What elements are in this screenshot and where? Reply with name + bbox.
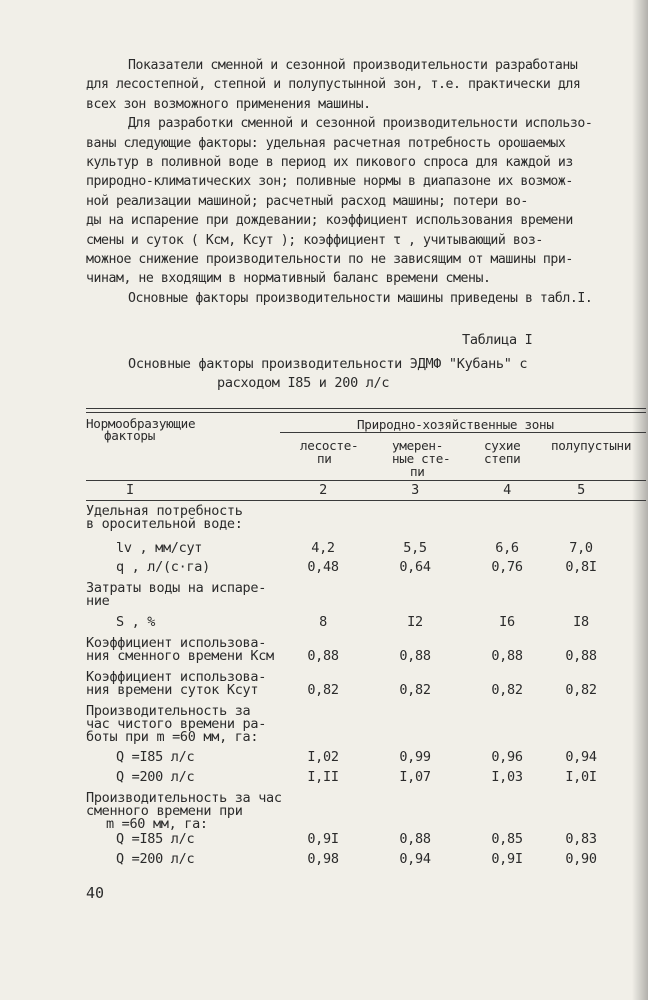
table-cell: 0,85	[491, 831, 523, 847]
table-cell: 0,83	[565, 831, 597, 847]
row-label: Затраты воды на испаре-	[86, 580, 267, 596]
body-text	[86, 58, 640, 310]
table-cell: 8	[319, 614, 327, 630]
table-caption-line-2: расходом I85 и 200 л/с	[217, 375, 390, 391]
col-number: I	[126, 482, 134, 498]
table-cell: 0,88	[399, 648, 431, 664]
table-top-rule	[86, 408, 646, 409]
table-cell: 0,82	[399, 682, 431, 698]
text-line: смены и суток ( Kсм, Kсут ); коэффициент τ , учитывающий воз-	[86, 232, 543, 248]
zone-header-moderate-steppe: пи	[410, 464, 425, 479]
table-top-rule-2	[86, 412, 646, 413]
text-line: чинам, не входящим в нормативный баланс времени смены.	[86, 271, 491, 287]
row-label: ние	[86, 593, 110, 609]
table-cell: I,0I	[565, 769, 597, 785]
table-header-rule	[86, 480, 646, 481]
row-label: ния сменного времени Kсм	[86, 648, 274, 664]
table-cell: 0,99	[399, 749, 431, 765]
table-cell: 0,98	[307, 851, 339, 867]
group-header: Природно-хозяйственные зоны	[357, 417, 554, 432]
row-label: Q =I85 л/с	[116, 749, 195, 765]
text-line: ной реализации машиной; расчетный расход машины; потери во-	[86, 193, 528, 209]
table-cell: 0,88	[565, 648, 597, 664]
table-cell: 0,88	[491, 648, 523, 664]
text-line: ваны следующие факторы: удельная расчетная потребность орошаемых	[86, 135, 566, 151]
text-line: Основные факторы производительности машины приведены в табл.I.	[128, 290, 593, 306]
row-label: lv , мм/сут	[116, 540, 203, 556]
col-header-factors-2: факторы	[104, 428, 155, 443]
table-cell: 0,82	[565, 682, 597, 698]
zone-header-forest-steppe: лесосте-	[300, 438, 359, 453]
zone-header-moderate-steppe: ные сте-	[392, 451, 451, 466]
row-label: m =60 мм, га:	[106, 816, 208, 832]
table-cell: 0,96	[491, 749, 523, 765]
zone-header-dry-steppe: сухие	[484, 438, 521, 453]
row-label: S , %	[116, 614, 156, 630]
zone-header-moderate-steppe: умерен-	[392, 438, 443, 453]
row-label: Удельная потребность	[86, 503, 243, 519]
table-cell: 0,94	[399, 851, 431, 867]
table-cell: I2	[407, 614, 423, 630]
table-cell: 7,0	[569, 540, 593, 556]
table-cell: 6,6	[495, 540, 519, 556]
table-cell: 0,82	[307, 682, 339, 698]
row-label: Коэффициент использова-	[86, 635, 267, 651]
row-label: q , л/(с·га)	[116, 559, 210, 575]
col-header-factors-1: Нормообразующие	[86, 416, 196, 431]
zone-header-semi-desert: полупустыни	[551, 438, 632, 453]
col-number: 5	[577, 482, 585, 498]
zone-header-dry-steppe: степи	[484, 451, 521, 466]
table-cell: 0,90	[565, 851, 597, 867]
row-label: Производительность за час	[86, 790, 282, 806]
table-cell: 0,9I	[491, 851, 523, 867]
zone-header-forest-steppe: пи	[317, 451, 332, 466]
row-label: Q =I85 л/с	[116, 831, 195, 847]
row-label: в оросительной воде:	[86, 516, 243, 532]
text-line: ды на испарение при дождевании; коэффициент использования времени	[86, 213, 573, 229]
table-cell: 0,48	[307, 559, 339, 575]
row-label: час чистого времени ра-	[86, 716, 267, 732]
table-cell: I,07	[399, 769, 431, 785]
table-cell: 4,2	[311, 540, 335, 556]
table-cell: 0,88	[307, 648, 339, 664]
page-edge-shadow	[632, 0, 648, 1000]
text-line: Показатели сменной и сезонной производительности разработаны	[128, 58, 578, 73]
table-group-rule	[280, 432, 646, 433]
table-label: Таблица I	[462, 332, 533, 348]
table-cell: I,II	[307, 769, 339, 785]
page-number: 40	[86, 884, 105, 902]
table-cell: 0,64	[399, 559, 431, 575]
text-line: природно-климатических зон; поливные нормы в диапазоне их возмож-	[86, 174, 573, 190]
table-cell: I6	[499, 614, 515, 630]
table-cell: 0,8I	[565, 559, 597, 575]
table-cell: 0,88	[399, 831, 431, 847]
col-number: 3	[411, 482, 419, 498]
text-line: Для разработки сменной и сезонной производительности использо-	[128, 116, 593, 132]
row-label: сменного времени при	[86, 803, 243, 819]
table-cell: I,02	[307, 749, 339, 765]
table-number-rule	[86, 500, 646, 501]
table-cell: I,03	[491, 769, 523, 785]
row-label: Q =200 л/с	[116, 851, 195, 867]
row-label: ния времени суток Kсут	[86, 682, 259, 698]
text-line: для лесостепной, степной и полупустынной зон, т.е. практически для	[86, 77, 581, 93]
text-line: культур в поливной воде в период их пикового спроса для каждой из	[86, 154, 573, 170]
row-label: Q =200 л/с	[116, 769, 195, 785]
col-number: 4	[503, 482, 511, 498]
table-cell: 0,94	[565, 749, 597, 765]
row-label: Коэффициент использова-	[86, 669, 267, 685]
row-label: Производительность за	[86, 703, 251, 719]
row-label: боты при m =60 мм, га:	[86, 729, 259, 745]
table-cell: 5,5	[403, 540, 427, 556]
text-line: всех зон возможного применения машины.	[86, 96, 371, 112]
table-cell: 0,76	[491, 559, 523, 575]
table-cell: 0,82	[491, 682, 523, 698]
table-cell: 0,9I	[307, 831, 339, 847]
table-caption-line-1: Основные факторы производительности ЭДМФ "Кубань" с	[128, 356, 528, 372]
table-cell: I8	[573, 614, 589, 630]
col-number: 2	[319, 482, 327, 498]
text-line: можное снижение производительности по не зависящим от машины при-	[86, 251, 573, 267]
